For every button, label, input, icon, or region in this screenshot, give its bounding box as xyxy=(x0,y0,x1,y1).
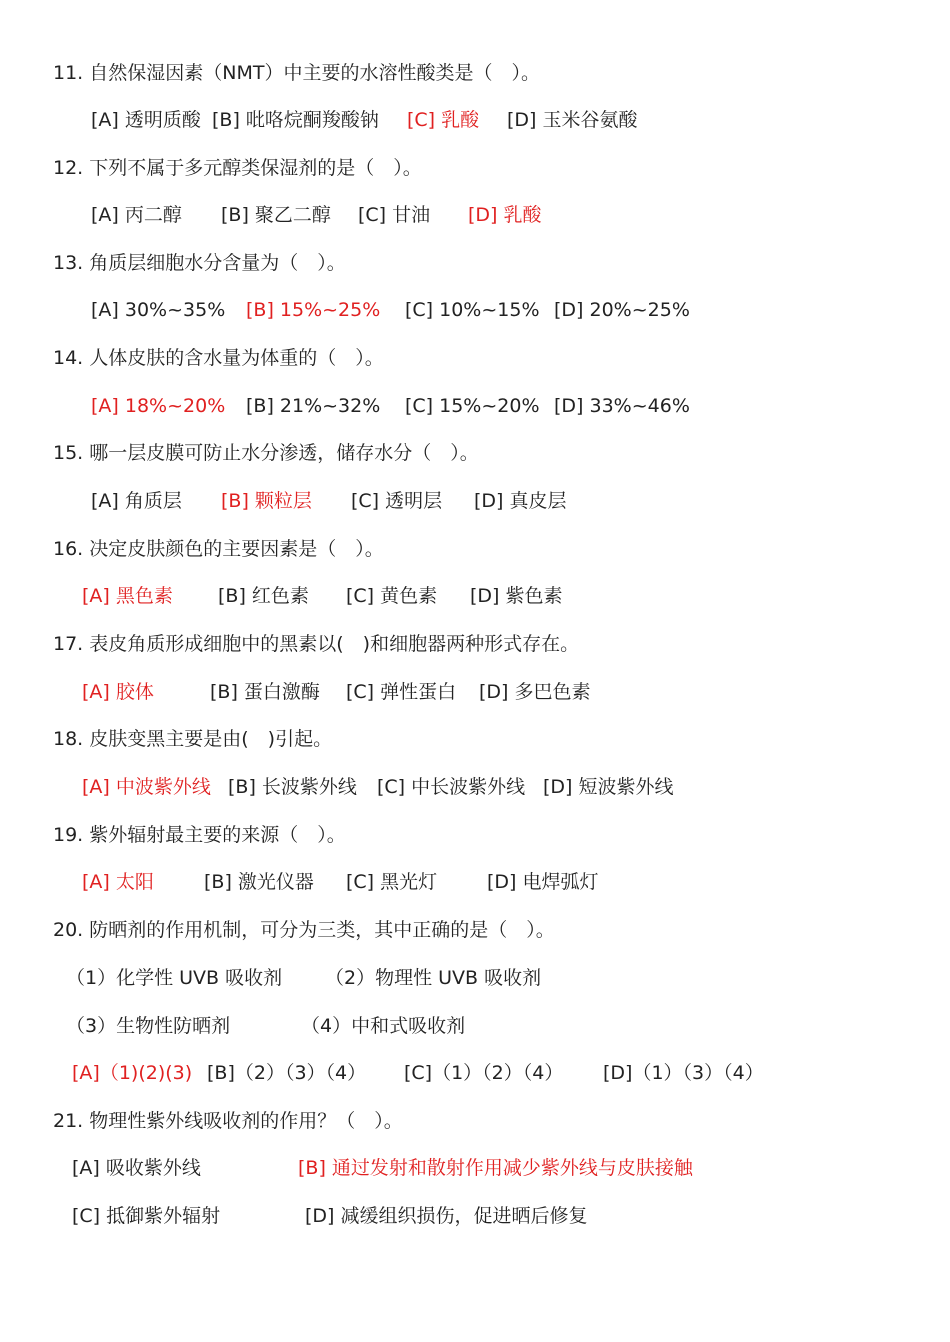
q11-option-b: [B] 吡咯烷酮羧酸钠 xyxy=(212,109,379,131)
q19-option-c: [C] 黑光灯 xyxy=(346,871,438,893)
q14-option-a-answer: [A] 18%~20% xyxy=(91,395,226,417)
q15-option-d: [D] 真皮层 xyxy=(474,490,567,512)
question-number: 12. xyxy=(53,157,84,179)
q15-option-b-answer: [B] 颗粒层 xyxy=(221,490,312,512)
q17-option-d: [D] 多巴色素 xyxy=(479,681,591,703)
q11-option-a: [A] 透明质酸 xyxy=(91,109,201,131)
q18-option-a-answer: [A] 中波紫外线 xyxy=(82,776,211,798)
q20-sub-item-4: （4）中和式吸收剂 xyxy=(301,1015,466,1037)
question-number: 13. xyxy=(53,252,84,274)
question-15-stem xyxy=(53,441,479,465)
question-number: 19. xyxy=(53,824,84,846)
q14-option-c: [C] 15%~20% xyxy=(405,395,540,417)
q20-sub-item-3: （3）生物性防晒剂 xyxy=(66,1015,231,1037)
q21-option-d: [D] 减缓组织损伤，促进晒后修复 xyxy=(305,1205,588,1227)
q17-option-a-answer: [A] 胶体 xyxy=(82,681,154,703)
question-text: 表皮角质形成细胞中的黑素以( )和细胞器两种形式存在。 xyxy=(89,633,580,655)
question-text: 紫外辐射最主要的来源（ ）。 xyxy=(89,824,346,846)
q12-option-b: [B] 聚乙二醇 xyxy=(221,204,331,226)
q17-option-c: [C] 弹性蛋白 xyxy=(346,681,457,703)
question-12-stem xyxy=(53,156,422,180)
q19-option-b: [B] 激光仪器 xyxy=(204,871,314,893)
q13-option-c: [C] 10%~15% xyxy=(405,299,540,321)
question-18-stem xyxy=(53,727,332,751)
question-text: 物理性紫外线吸收剂的作用？（ ）。 xyxy=(89,1110,403,1132)
question-20-stem xyxy=(53,918,555,942)
question-19-stem xyxy=(53,823,346,847)
q20-option-a-answer: [A]（1)(2)(3) xyxy=(72,1062,193,1084)
question-21-stem xyxy=(53,1109,403,1133)
q12-option-a: [A] 丙二醇 xyxy=(91,204,182,226)
question-number: 15. xyxy=(53,442,84,464)
q20-sub-item-1: （1）化学性 UVB 吸收剂 xyxy=(66,967,283,989)
question-13-stem xyxy=(53,251,346,275)
question-number: 21. xyxy=(53,1110,84,1132)
q20-option-b: [B]（2）（3）（4） xyxy=(207,1062,367,1084)
question-number: 16. xyxy=(53,538,84,560)
q16-option-b: [B] 红色素 xyxy=(218,585,309,607)
q13-option-a: [A] 30%~35% xyxy=(91,299,226,321)
q18-option-c: [C] 中长波紫外线 xyxy=(377,776,526,798)
q13-option-b-answer: [B] 15%~25% xyxy=(246,299,381,321)
q15-option-c: [C] 透明层 xyxy=(351,490,443,512)
q16-option-c: [C] 黄色素 xyxy=(346,585,438,607)
question-text: 防晒剂的作用机制，可分为三类，其中正确的是（ ）。 xyxy=(89,919,555,941)
q15-option-a: [A] 角质层 xyxy=(91,490,182,512)
q11-option-d: [D] 玉米谷氨酸 xyxy=(507,109,638,131)
q21-option-c: [C] 抵御紫外辐射 xyxy=(72,1205,221,1227)
q21-option-a: [A] 吸收紫外线 xyxy=(72,1157,201,1179)
q21-option-b-answer: [B] 通过发射和散射作用减少紫外线与皮肤接触 xyxy=(298,1157,693,1179)
question-number: 14. xyxy=(53,347,84,369)
q13-option-d: [D] 20%~25% xyxy=(554,299,690,321)
question-number: 17. xyxy=(53,633,84,655)
q14-option-b: [B] 21%~32% xyxy=(246,395,381,417)
q18-option-b: [B] 长波紫外线 xyxy=(228,776,357,798)
question-text: 下列不属于多元醇类保湿剂的是（ ）。 xyxy=(89,157,422,179)
q18-option-d: [D] 短波紫外线 xyxy=(543,776,674,798)
q17-option-b: [B] 蛋白激酶 xyxy=(210,681,320,703)
question-17-stem xyxy=(53,632,579,656)
question-number: 11. xyxy=(53,62,84,84)
q20-sub-item-2: （2）物理性 UVB 吸收剂 xyxy=(325,967,542,989)
question-number: 20. xyxy=(53,919,84,941)
question-text: 皮肤变黑主要是由( )引起。 xyxy=(89,728,333,750)
question-text: 决定皮肤颜色的主要因素是（ ）。 xyxy=(89,538,384,560)
q19-option-a-answer: [A] 太阳 xyxy=(82,871,154,893)
question-11-stem xyxy=(53,61,540,85)
question-text: 哪一层皮膜可防止水分渗透，储存水分（ ）。 xyxy=(89,442,479,464)
q11-option-c-answer: [C] 乳酸 xyxy=(407,109,480,131)
q16-option-a-answer: [A] 黑色素 xyxy=(82,585,173,607)
question-16-stem xyxy=(53,537,384,561)
q12-option-c: [C] 甘油 xyxy=(358,204,431,226)
q20-option-c: [C]（1）（2）（4） xyxy=(404,1062,564,1084)
question-number: 18. xyxy=(53,728,84,750)
q14-option-d: [D] 33%~46% xyxy=(554,395,690,417)
question-text: 自然保湿因素（NMT）中主要的水溶性酸类是（ ）。 xyxy=(89,62,540,84)
q20-option-d: [D]（1）（3）（4） xyxy=(603,1062,764,1084)
q16-option-d: [D] 紫色素 xyxy=(470,585,563,607)
q12-option-d-answer: [D] 乳酸 xyxy=(468,204,542,226)
q19-option-d: [D] 电焊弧灯 xyxy=(487,871,599,893)
question-text: 角质层细胞水分含量为（ ）。 xyxy=(89,252,346,274)
question-text: 人体皮肤的含水量为体重的（ ）。 xyxy=(89,347,384,369)
question-14-stem xyxy=(53,346,384,370)
